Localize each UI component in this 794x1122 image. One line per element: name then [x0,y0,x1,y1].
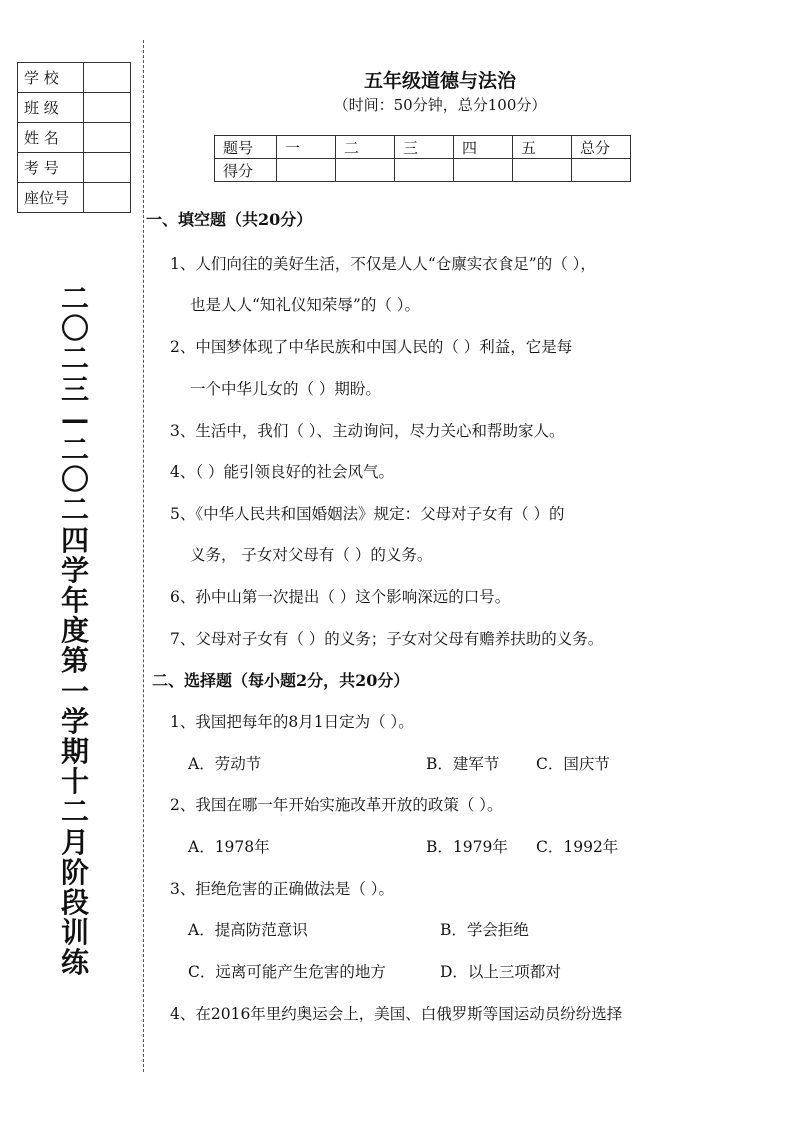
choice-question-2: 2、我国在哪一年开始实施改革开放的政策（ ）。 [170,796,503,814]
fill-question-4: 4、（ ）能引领良好的社会风气。 [170,463,395,481]
choice-question-1: 1、我国把每年的8月1日定为（ ）。 [170,713,414,731]
page-title: 五年级道德与法治 [363,70,516,92]
choice-question-4: 4、在2016年里约奥运会上，美国、白俄罗斯等国运动员纷纷选择 [170,1005,623,1023]
score-cell[interactable] [513,159,572,182]
score-header-cell: 二 [336,136,395,159]
score-row-label: 得分 [215,159,277,182]
score-cell[interactable] [395,159,454,182]
choice-question-3: 3、拒绝危害的正确做法是（ ）。 [170,880,395,898]
score-table-score-row [215,159,631,182]
exam-number-label: 考 号 [18,153,84,183]
seat-number-field[interactable] [84,183,131,213]
choice-q1-option-c: C．国庆节 [536,755,610,773]
fill-question-6: 6、孙中山第一次提出（ ）这个影响深远的口号。 [170,588,511,606]
school-field[interactable] [84,63,131,93]
choice-q1-option-a: A．劳动节 [188,755,262,773]
vertical-exam-title: 二〇二三—二〇二四学年度第一学期十二月阶段训练 [60,282,89,980]
score-header-cell: 一 [277,136,336,159]
name-field[interactable] [84,123,131,153]
choice-q2-option-a: A．1978年 [188,838,270,856]
school-label: 学 校 [18,63,84,93]
score-header-cell: 四 [454,136,513,159]
fill-question-5: 5、《中华人民共和国婚姻法》规定：父母对子女有（ ）的 [170,505,565,523]
choice-q2-option-c: C．1992年 [536,838,619,856]
section2-heading: 二、选择题（每小题2分，共20分） [152,671,410,690]
class-label: 班 级 [18,93,84,123]
choice-q2-option-b: B．1979年 [426,838,508,856]
page-subtitle: （时间：50分钟，总分100分） [333,96,547,114]
class-field[interactable] [84,93,131,123]
fill-question-5-cont: 义务， 子女对父母有（ ）的义务。 [190,546,433,564]
score-header-cell: 题号 [215,136,277,159]
score-header-cell: 五 [513,136,572,159]
score-cell[interactable] [572,159,631,182]
exam-number-field[interactable] [84,153,131,183]
choice-q3-option-d: D．以上三项都对 [440,963,561,981]
binding-dashed-line [143,40,144,1072]
score-cell[interactable] [277,159,336,182]
choice-q3-option-c: C．远离可能产生危害的地方 [188,963,386,981]
fill-question-2-cont: 一个中华儿女的（ ）期盼。 [190,380,381,398]
score-cell[interactable] [336,159,395,182]
score-header-cell: 总分 [572,136,631,159]
score-header-cell: 三 [395,136,454,159]
fill-question-3: 3、生活中，我们（ ）、主动询问，尽力关心和帮助家人。 [170,422,565,440]
score-cell[interactable] [454,159,513,182]
seat-number-label: 座位号 [18,183,84,213]
choice-q3-option-a: A．提高防范意识 [188,921,308,939]
score-table-header-row [215,136,631,159]
choice-q3-option-b: B．学会拒绝 [440,921,529,939]
fill-question-1-cont: 也是人人“知礼仪知荣辱”的（ ）。 [190,296,421,314]
student-info-box [17,62,131,213]
section1-heading: 一、填空题（共20分） [146,210,313,229]
fill-question-7: 7、父母对子女有（ ）的义务；子女对父母有赡养扶助的义务。 [170,630,604,648]
choice-q1-option-b: B．建军节 [426,755,500,773]
score-table [214,135,631,182]
fill-question-2: 2、中国梦体现了中华民族和中国人民的（ ）利益，它是每 [170,338,573,356]
name-label: 姓 名 [18,123,84,153]
fill-question-1: 1、人们向往的美好生活，不仅是人人“仓廪实衣食足”的（ ）， [170,255,596,273]
